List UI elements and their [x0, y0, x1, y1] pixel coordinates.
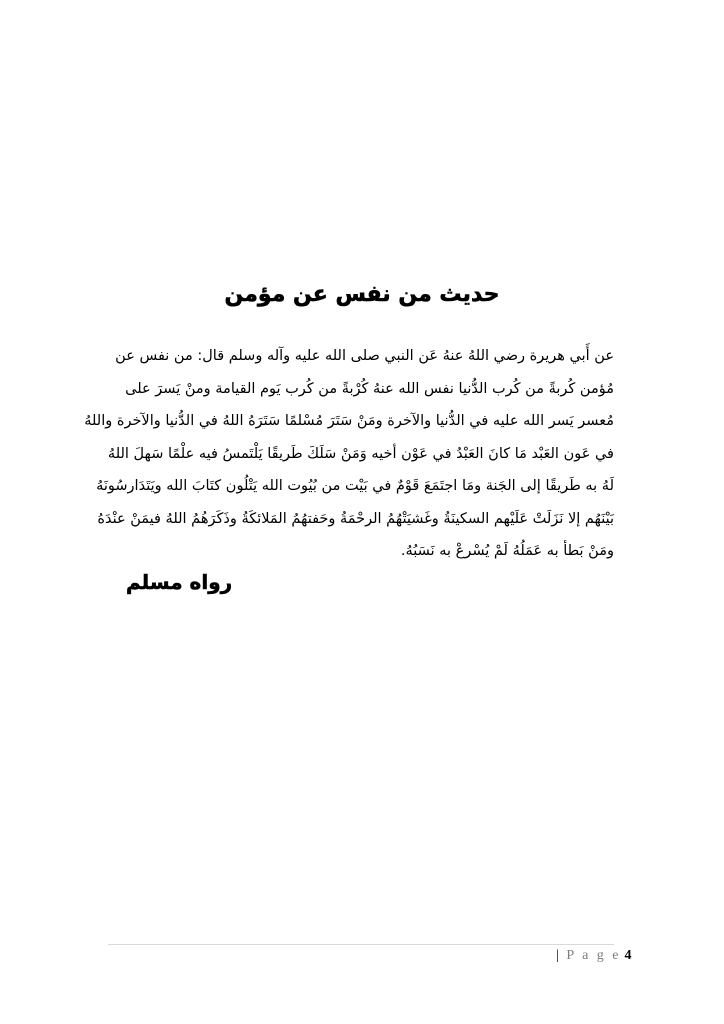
hadith-line: في عَون العَبْد مَا كانَ العَبْدُ في عَوْن أخيه وَمَنْ سَلَكَ طَريقًا يَلْتَمسُ فيه علْمًا سَهلَ اللهُ [107, 445, 614, 462]
footer-separator: | [556, 948, 559, 963]
hadith-line: ومَنْ بَطأ به عَمَلُهُ لَمْ يُسْرعْ به نَسَبُهُ. [400, 543, 614, 559]
hadith-title: حديث من نفس عن مؤمن [224, 282, 500, 307]
page-number: 4 [624, 948, 632, 963]
footer-divider [108, 944, 614, 945]
narrator-attribution: رواه مسلم [126, 570, 233, 594]
page-label: P a g e [566, 948, 622, 963]
hadith-line: لَهُ به طَريقًا إلى الجَنة ومَا اجتَمَعَ قَوْمٌ في بَيْت من بُيُوت الله يَتْلُون كتَابَ الله ويَتَدَارسُونَهُ [96, 478, 614, 494]
hadith-line: عن أَبي هريرة رضي اللهُ عنهُ عَن النبي صلى الله عليه وآله وسلم قال: من نفس عن [115, 348, 614, 364]
page-footer [556, 948, 632, 964]
hadith-body [84, 340, 614, 568]
hadith-line: مُؤمن كُربةً من كُرب الدُّنيا نفس الله عنهُ كُرْبةً من كُرب يَوم القيامة ومنْ يَسرَ على [125, 380, 614, 397]
hadith-line: بَيْنَهُم إلا نَزَلَتْ عَلَيْهم السكينَةُ وغَشيَتْهُمُ الرحْمَةُ وحَفتهُمُ المَلائكَةُ وذَكَرَهُمُ اللهُ فيمَنْ عنْدَهُ [97, 510, 614, 527]
hadith-line: مُعسر يَسر الله عليه في الدُّنيا والآخرة ومَنْ سَتَرَ مُسْلمًا سَتَرَهُ اللهُ في الدُّنيا والآخرة واللهُ [84, 413, 614, 429]
